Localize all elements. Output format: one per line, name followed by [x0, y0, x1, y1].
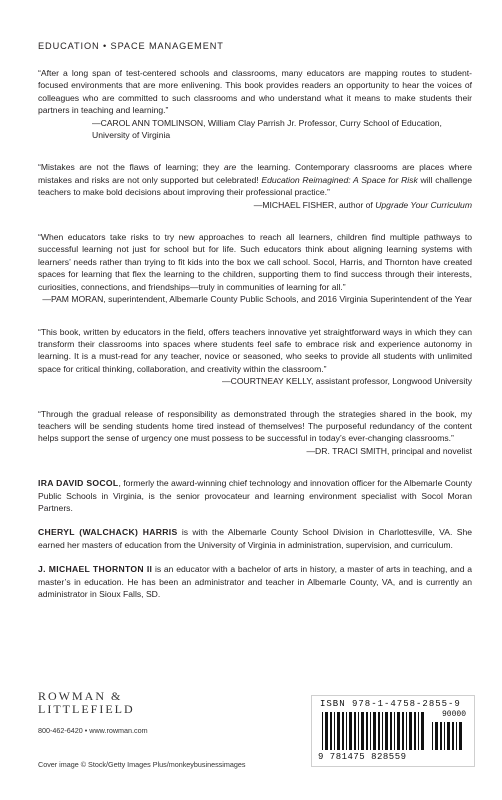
attribution-book-title: Upgrade Your Curriculum	[375, 199, 472, 210]
blurb-text-part: “Mistakes are not the flaws of learning; they	[38, 162, 224, 173]
blurb-3	[38, 231, 472, 305]
price-code: 90000	[441, 710, 466, 719]
barcode-digits: 9 781475 828559	[318, 752, 407, 762]
blurb-attribution: —DR. TRACI SMITH, principal and novelist	[306, 445, 472, 456]
publisher-logo-line-2: LITTLEFIELD	[38, 702, 135, 716]
author-bio-text: is with the Albemarle County School Division in Charlottesville, VA. She earned her masters of education from the University of Virginia in administration, supervision, and curriculum.	[38, 527, 473, 550]
blurb-text-part: the learning. Contemporary classrooms are places where mistakes and risks are not only supported but celebrated!	[38, 162, 473, 185]
blurb-text-part: will challenge teachers to make bold decisions about improving their professional practice.”	[38, 174, 472, 198]
blurb-4	[38, 326, 472, 388]
blurb-2	[38, 161, 472, 211]
author-bio-2	[38, 526, 472, 551]
blurb-5	[38, 408, 472, 458]
publisher-logo-line-1: ROWMAN &	[38, 689, 123, 703]
blurb-text	[38, 161, 472, 198]
blurb-text: “This book, written by educators in the field, offers teachers innovative yet straightforward ways in which they can transform their classrooms into spaces where students feel safe to embrace risk and experience autonomy in learning. It is a must-read for any teacher, novice or seasoned, who seeks to provide all students with unlimited space for critical thinking, collaboration, and creativity within the classroom.”	[38, 326, 472, 374]
blurbs-and-bios	[38, 67, 472, 612]
author-name: CHERYL (WALCHACK) HARRIS	[38, 527, 178, 538]
author-bio-3	[38, 563, 472, 600]
blurb-attribution: —COURTNEAY KELLY, assistant professor, Longwood University	[222, 376, 472, 387]
author-name: J. MICHAEL THORNTON II	[38, 564, 153, 575]
author-bio-text: is an educator with a bachelor of arts in history, a master of arts in teaching, and a master’s in education. He has been an administrator and teacher in Albemarle County, VA, and is currently an administrator in Sioux Falls, SD.	[38, 564, 472, 599]
author-bio-1	[38, 477, 472, 514]
category-header: EDUCATION • SPACE MANAGEMENT	[38, 41, 224, 51]
author-bio-text: , formerly the award-winning chief technology and innovation officer for the Albemarle County Public Schools in Virginia, is the senior provocateur and learning environment specialist with Socol Moran Partners.	[38, 478, 472, 513]
blurb-attribution: —CAROL ANN TOMLINSON, William Clay Parrish Jr. Professor, Curry School of Education, University of Virginia	[92, 117, 442, 141]
blurb-attribution: —PAM MORAN, superintendent, Albemarle County Public Schools, and 2016 Virginia Superintendent of the Year	[42, 294, 472, 305]
publisher-contact: 800-462-6420 • www.rowman.com	[38, 726, 148, 735]
book-title: Education Reimagined: A Space for Risk	[261, 174, 418, 185]
author-name: IRA DAVID SOCOL	[38, 478, 119, 489]
publisher-logo	[38, 690, 135, 716]
blurb-text: “When educators take risks to try new approaches to reach all learners, children find multiple pathways to successful learning not just for school but for life. Such educators think about aligning learning systems with learners’ needs rather than trying to fit kids into the box we call school. Socol, Harris, and Thornton have created spaces for learning that flex the learning to the children, supporting them to find success through their interests, curiosities, connections, and friendships—truly in communities of learning for all.”	[38, 232, 472, 292]
blurb-text: “After a long span of test-centered schools and classrooms, many educators are mapping routes to student-focused environments that are more enlivening. This book provides readers an opportunity to hear the voices of colleagues who are committed to such classrooms and who understand what it means to make students their partners in teaching and learning.”	[38, 68, 472, 116]
blurb-1	[38, 67, 472, 141]
blurb-text: “Through the gradual release of responsibility as demonstrated through the strategies shared in the book, my teachers will be sending students home tired instead of themselves! The purposeful redundancy of the content helps support the sense of urgency one must possess to be successful in today’s ever-changing classrooms.”	[38, 408, 472, 444]
blurb-emphasis: are	[223, 162, 237, 173]
attribution-prefix: —MICHAEL FISHER, author of	[253, 199, 376, 210]
isbn-barcode	[311, 695, 475, 767]
blurb-attribution	[38, 199, 472, 211]
cover-image-credit: Cover image © Stock/Getty Images Plus/monkeybusinessimages	[38, 760, 246, 769]
isbn-label: ISBN 978-1-4758-2855-9	[320, 699, 461, 709]
